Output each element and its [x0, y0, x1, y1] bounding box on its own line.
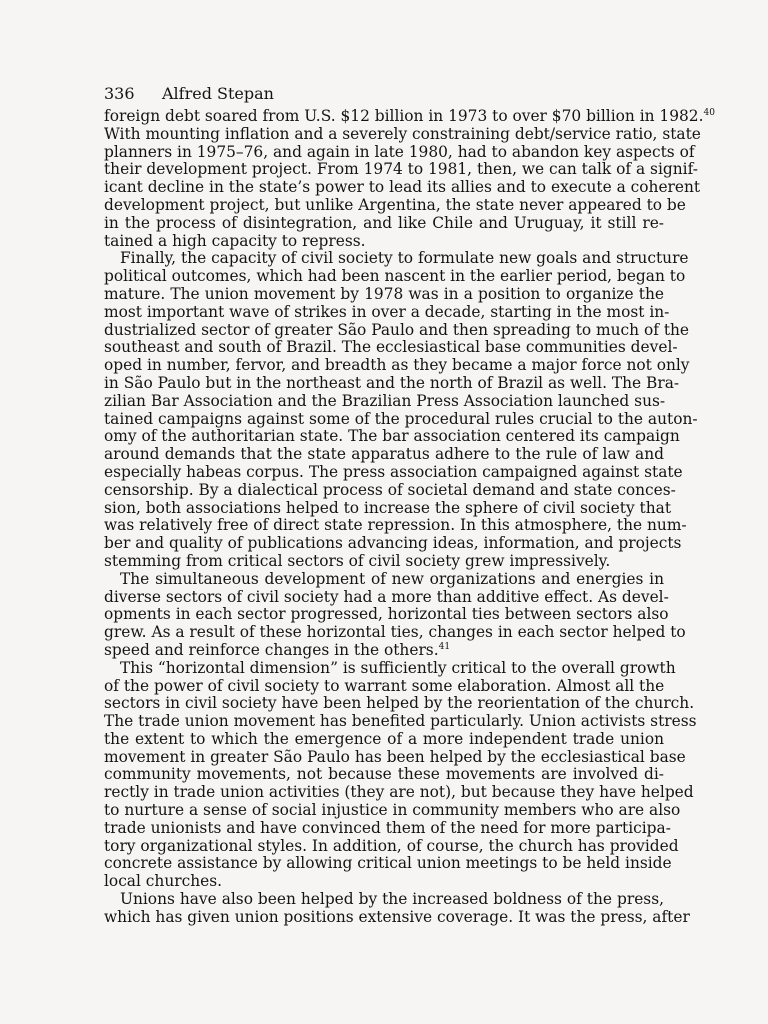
text-line: opments in each sector progressed, horizontal ties between sectors also: [104, 605, 669, 624]
paragraph: [104, 890, 690, 927]
text-line: planners in 1975–76, and again in late 1980, had to abandon key aspects of: [104, 142, 695, 161]
text-line: tained campaigns against some of the procedural rules crucial to the auton-: [104, 409, 698, 428]
text-line: icant decline in the state’s power to lead its allies and to execute a coherent: [104, 178, 701, 197]
text-line: censorship. By a dialectical process of societal demand and state conces-: [104, 480, 676, 499]
text-line: oped in number, fervor, and breadth as they became a major force not only: [104, 356, 690, 375]
text-line: sion, both associations helped to increase the sphere of civil society that: [104, 498, 672, 517]
text-line: political outcomes, which had been nascent in the earlier period, began to: [104, 267, 686, 286]
text-line: Finally, the capacity of civil society to formulate new goals and structure: [120, 249, 689, 268]
text-line: tained a high capacity to repress.: [104, 231, 366, 250]
text-line: in São Paulo but in the northeast and the north of Brazil as well. The Bra-: [104, 373, 680, 392]
body-text: [104, 107, 715, 927]
text-line: trade unionists and have convinced them of the need for more participa-: [104, 818, 671, 837]
text-line: southeast and south of Brazil. The ecclesiastical base communities devel-: [104, 338, 678, 357]
text-line: especially habeas corpus. The press association campaigned against state: [104, 462, 683, 481]
text-line: around demands that the state apparatus adhere to the rule of law and: [104, 445, 664, 464]
text-line: development project, but unlike Argentina, the state never appeared to be: [104, 195, 686, 214]
text-line: The simultaneous development of new organizations and energies in: [120, 569, 664, 588]
paragraph: [104, 658, 697, 891]
text-line: zilian Bar Association and the Brazilian Press Association launched sus-: [104, 391, 666, 410]
footnote-ref: 40: [703, 108, 715, 118]
text-line: dustrialized sector of greater São Paulo and then spreading to much of the: [104, 320, 690, 339]
text-line: community movements, not because these movements are involved di-: [104, 765, 664, 784]
text-line: grew. As a result of these horizontal ties, changes in each sector helped to: [104, 623, 686, 642]
text-line: The trade union movement has benefited particularly. Union activists stress: [104, 712, 697, 731]
paragraph: [104, 107, 715, 250]
text-line: to nurture a sense of social injustice in community members who are also: [104, 801, 681, 820]
text-line: diverse sectors of civil society had a more than additive effect. As devel-: [104, 587, 669, 606]
page-number: 336: [104, 84, 135, 103]
text-line: movement in greater São Paulo has been helped by the ecclesiastical base: [104, 747, 686, 766]
running-header: [104, 84, 274, 104]
text-line: rectly in trade union activities (they are not), but because they have helped: [104, 783, 694, 802]
text-line: most important wave of strikes in over a decade, starting in the most in-: [104, 302, 670, 321]
footnote-ref: 41: [438, 641, 451, 652]
text-line: in the process of disintegration, and like Chile and Uruguay, it still re-: [104, 213, 664, 232]
text-line: ber and quality of publications advancing ideas, information, and projects: [104, 534, 682, 553]
running-head-author: Alfred Stepan: [162, 84, 274, 103]
text-line: tory organizational styles. In addition, of course, the church has provided: [104, 836, 679, 855]
text-line: their development project. From 1974 to 1981, then, we can talk of a signif-: [104, 160, 698, 179]
text-line: speed and reinforce changes in the others.$^{41}$: [104, 640, 451, 659]
text-line: mature. The union movement by 1978 was in a position to organize the: [104, 284, 664, 303]
text-line: stemming from critical sectors of civil society grew impressively.: [104, 551, 611, 570]
text-line: foreign debt soared from U.S. $12 billion in 1973 to over $70 billion in 1982.40: [104, 107, 715, 125]
text-line: With mounting inflation and a severely constraining debt/service ratio, state: [104, 124, 701, 143]
text-line: This “horizontal dimension” is sufficiently critical to the overall growth: [120, 658, 676, 677]
text-line: omy of the authoritarian state. The bar association centered its campaign: [104, 427, 680, 446]
text-line: sectors in civil society have been helped by the reorientation of the church.: [104, 694, 695, 713]
text-line: the extent to which the emergence of a more independent trade union: [104, 729, 664, 748]
text-line: which has given union positions extensive coverage. It was the press, after: [104, 907, 690, 926]
text-line: was relatively free of direct state repression. In this atmosphere, the num-: [104, 516, 687, 535]
text-line: concrete assistance by allowing critical union meetings to be held inside: [104, 854, 672, 873]
text-line: local churches.: [104, 872, 223, 891]
paragraph: [104, 249, 698, 570]
text-line: Unions have also been helped by the increased boldness of the press,: [120, 890, 664, 909]
paragraph: [104, 569, 686, 660]
text-line: of the power of civil society to warrant some elaboration. Almost all the: [104, 676, 665, 695]
